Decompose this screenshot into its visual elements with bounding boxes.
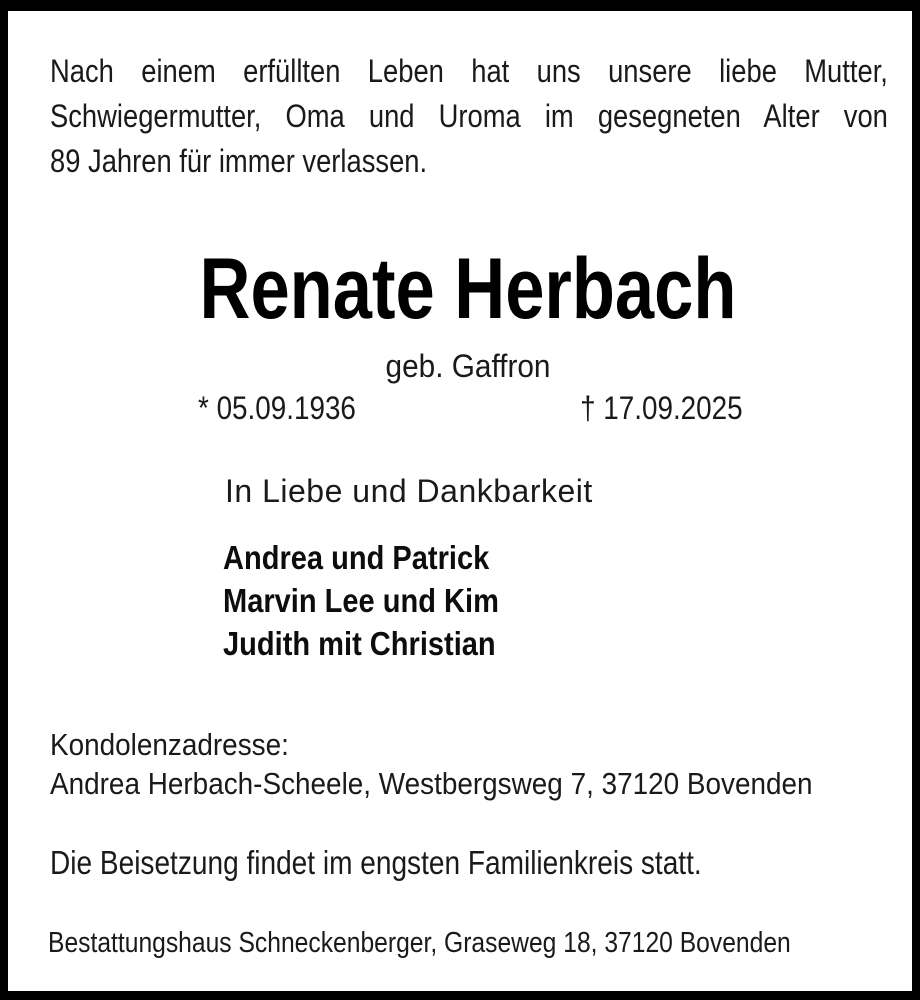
maiden-name: geb. Gaffron [385, 348, 551, 384]
condolence-block [50, 725, 813, 803]
death-date: † 17.09.2025 [580, 390, 743, 426]
intro-paragraph [50, 49, 888, 184]
birth-date: * 05.09.1936 [198, 390, 356, 426]
deceased-name: Renate Herbach [199, 241, 737, 337]
mourner-line: Andrea und Patrick [223, 539, 490, 576]
burial-note: Die Beisetzung findet im engsten Familienkreis statt. [50, 844, 702, 881]
condolence-label: Kondolenzadresse: [50, 727, 289, 762]
notice-inner-area [8, 11, 912, 991]
intro-line: 89 Jahren für immer verlassen. [50, 143, 428, 179]
funeral-home-line: Bestattungshaus Schneckenberger, Graseweg 18, 37120 Bovenden [48, 927, 791, 959]
farewell-line: In Liebe und Dankbarkeit [225, 473, 593, 509]
intro-line: Nach einem erfüllten Leben hat uns unsere liebe Mutter, [50, 53, 888, 89]
mourner-line: Judith mit Christian [223, 625, 496, 662]
mourners-list [223, 536, 499, 665]
life-dates [198, 390, 743, 427]
intro-line: Schwiegermutter, Oma und Uroma im gesegneten Alter von [50, 98, 888, 134]
mourner-line: Marvin Lee und Kim [223, 582, 499, 619]
condolence-address: Andrea Herbach-Scheele, Westbergsweg 7, 37120 Bovenden [50, 766, 813, 801]
